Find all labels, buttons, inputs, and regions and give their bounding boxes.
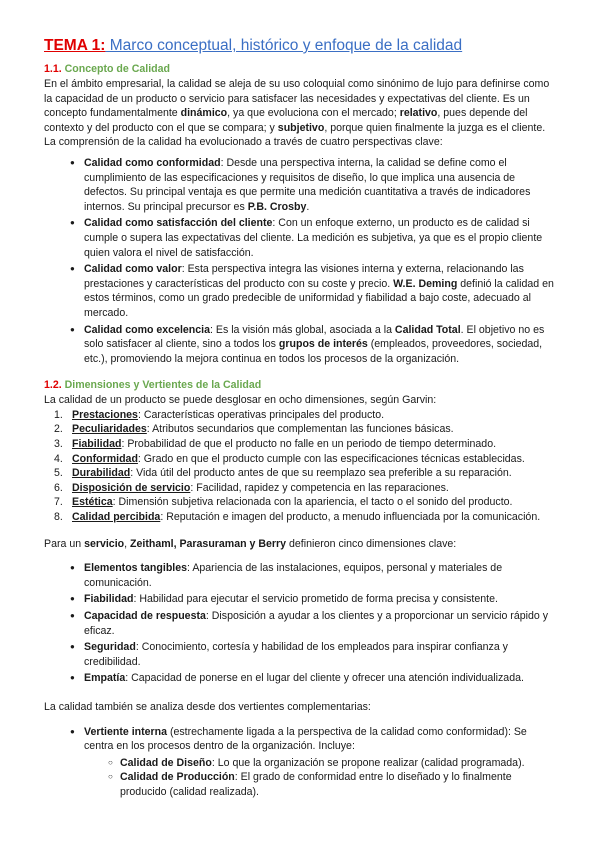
list-item: ● Elementos tangibles: Apariencia de las instalaciones, equipos, personal y materiales de comunicación. — [72, 561, 558, 590]
section-number: 1.2. — [44, 379, 62, 392]
perspectives-list — [44, 156, 558, 366]
list-item: ● Seguridad: Conocimiento, cortesía y habilidad de los empleados para inspirar confianza y credibilidad. — [72, 640, 558, 669]
list-item: ● Empatía: Capacidad de ponerse en el lugar del cliente y ofrecer una atención individualizada. — [72, 671, 558, 686]
service-intro: Para un servicio, Zeithaml, Parasuraman y Berry definieron cinco dimensiones clave: — [44, 537, 457, 550]
section-title: Concepto de Calidad — [61, 63, 170, 75]
section-heading — [44, 378, 558, 392]
section-1-2 — [44, 378, 558, 799]
list-item: ● Calidad como satisfacción del cliente: Con un enfoque externo, un producto es de calidad si cumple o supera las expectativas del cliente. La medición es subjetiva, ya que es el propio cliente quien valora el nivel de satisfacción. — [72, 216, 558, 260]
list-item: 2. Peculiaridades: Atributos secundarios que complementan las funciones básicas. — [54, 423, 454, 436]
section-1-1 — [44, 62, 558, 366]
list-item: 5. Durabilidad: Vida útil del producto antes de que su reemplazo sea preferible a su reparación. — [54, 467, 512, 480]
list-item: 4. Conformidad: Grado en que el producto cumple con las especificaciones técnicas establecidas. — [54, 452, 525, 465]
intro-paragraph: En el ámbito empresarial, la calidad se aleja de su uso coloquial como sinónimo de lujo para definirse como la capacidad de un producto o servicio para satisfacer las necesidades y expectativas del cliente. Es un concepto fundamentalmente dinámico, ya que evoluciona con el mercado; relativo, pues depende del contexto y del producto con el que se compara; y subjetivo, porque quien finalmente la juzga es el cliente. La comprensión de la calidad ha evolucionado a través de cuatro perspectivas clave: — [44, 78, 550, 149]
list-item: 8. Calidad percibida: Reputación e imagen del producto, a menudo influenciada por la comunicación. — [54, 511, 541, 524]
list-item: ● Fiabilidad: Habilidad para ejecutar el servicio prometido de forma precisa y consistente. — [72, 592, 558, 607]
title-tema: TEMA 1: — [44, 37, 106, 54]
service-dimensions-list — [44, 561, 558, 686]
list-item: ● Calidad como excelencia: Es la visión más global, asociada a la Calidad Total. El objetivo no es solo satisfacer al cliente, sino a todos los grupos de interés (empleados, proveedores, sociedad, etc.), promoviendo la mejora continua en todos los procesos de la organización. — [72, 323, 558, 367]
garvin-dimensions-list — [44, 408, 558, 525]
list-item: 7. Estética: Dimensión subjetiva relacionada con la apariencia, el tacto o el sonido del producto. — [54, 496, 513, 509]
section-number: 1.1. — [44, 63, 62, 75]
page-title — [44, 36, 558, 56]
vertiente-sublist — [84, 756, 558, 800]
section-heading — [44, 62, 558, 76]
section-title: Dimensiones y Vertientes de la Calidad — [61, 379, 262, 392]
garvin-intro: La calidad de un producto se puede desglosar en ocho dimensiones, según Garvin: — [44, 394, 437, 407]
list-item: ● Capacidad de respuesta: Disposición a ayudar a los clientes y a proporcionar un servicio rápido y eficaz. — [72, 609, 558, 638]
vertientes-list — [44, 725, 558, 800]
list-item: 6. Disposición de servicio: Facilidad, rapidez y competencia en las reparaciones. — [54, 481, 449, 494]
sublist-item: ○ Calidad de Producción: El grado de conformidad entre lo diseñado y lo finalmente producido (calidad realizada). — [108, 770, 558, 799]
title-text: Marco conceptual, histórico y enfoque de la calidad — [105, 37, 463, 54]
list-item: ● Calidad como conformidad: Desde una perspectiva interna, la calidad se define como el cumplimiento de las especificaciones y requisitos de diseño, lo que implica una ausencia de defectos. Su principal ventaja es que permite una medición cuantitativa a través de indicadores internos. Su principal precursor es P.B. Crosby. — [72, 156, 558, 214]
sublist-item: ○ Calidad de Diseño: Lo que la organización se propone realizar (calidad programada). — [108, 756, 558, 771]
list-item: ● Calidad como valor: Esta perspectiva integra las visiones interna y externa, relacionando las prestaciones y características del producto con su coste y precio. W.E. Deming definió la calidad en estos términos, como un grado predecible de uniformidad y fiabilidad a bajo coste, adecuado al mercado. — [72, 262, 558, 320]
vertientes-intro: La calidad también se analiza desde dos vertientes complementarias: — [44, 700, 371, 713]
list-item: 3. Fiabilidad: Probabilidad de que el producto no falle en un periodo de tiempo determinado. — [54, 438, 497, 451]
list-item: ● Vertiente interna (estrechamente ligada a la perspectiva de la calidad como conformidad): Se centra en los procesos dentro de la organización. Incluye: ○ Calidad de Diseño: Lo que la organización se propone realizar (calidad programada). ○ Calidad de Producción: El grado de conformidad entre lo diseñado y lo finalmente producido (calidad realizada). — [72, 725, 558, 800]
list-item: 1. Prestaciones: Características operativas principales del producto. — [54, 408, 385, 421]
